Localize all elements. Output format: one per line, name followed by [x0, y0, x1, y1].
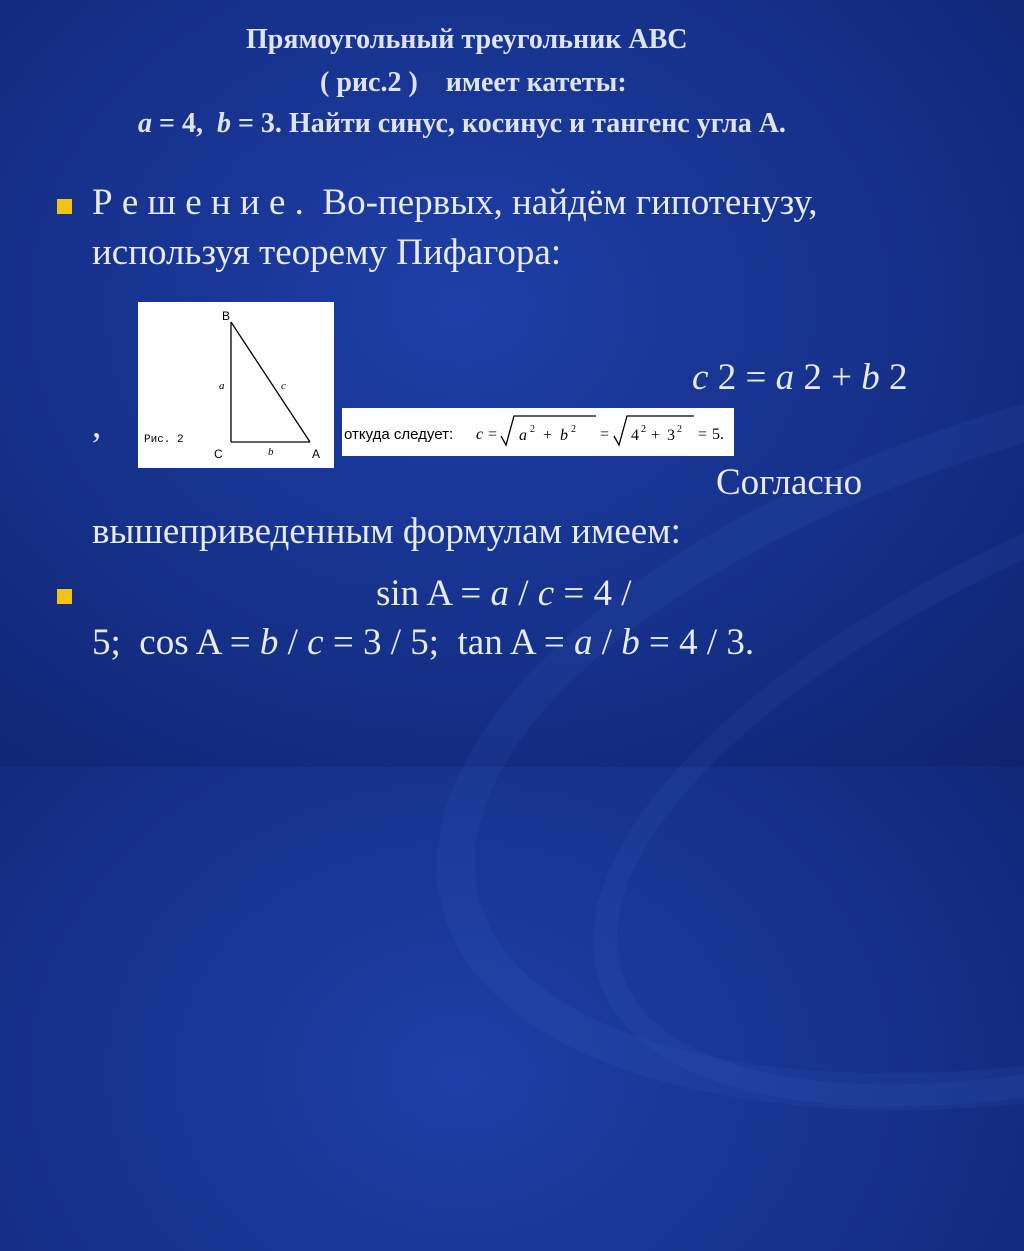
eq-text: 5; cos A =	[92, 622, 260, 663]
eq-text: sin A =	[376, 573, 491, 614]
triangle-figure	[138, 302, 334, 468]
slide-title-line-3	[138, 108, 786, 140]
formula-c: c	[476, 426, 484, 443]
eq-text: /	[508, 573, 538, 614]
var-a: a	[775, 357, 795, 398]
formula-exp: 2	[530, 424, 535, 435]
text-formulas: вышеприведенным формулам имеем:	[92, 511, 681, 552]
var-c: c	[307, 622, 324, 663]
var-a: a	[573, 622, 593, 663]
solution-line-1: Р е ш е н и е . Во-первых, найдём гипотенузу,	[92, 182, 818, 223]
vertex-b-label: B	[222, 309, 231, 323]
var-b: b	[216, 108, 231, 139]
eq-text: = 4 /	[554, 573, 632, 614]
var-a: a	[138, 108, 152, 139]
var-b: b	[861, 357, 880, 398]
title-text: = 3. Найти синус, косинус и тангенс угла А.	[230, 108, 786, 139]
triangle-diagram	[138, 302, 334, 468]
var-a: a	[490, 573, 509, 614]
formula-eq: =	[698, 426, 708, 443]
side-c-label: c	[281, 380, 286, 392]
text-soglasno: Согласно	[716, 462, 863, 503]
background-wave	[504, 257, 1024, 1251]
comma: ,	[92, 405, 102, 446]
pythagoras-equation	[692, 356, 907, 399]
eq-text: /	[278, 622, 308, 663]
vertex-c-label: C	[214, 447, 223, 461]
eq-text: /	[592, 622, 622, 663]
side-b-label: b	[268, 446, 274, 458]
background-wave	[358, 212, 1024, 1244]
cos-tan-equation	[92, 621, 754, 664]
var-c: c	[692, 357, 709, 398]
eq-text: 2	[879, 357, 908, 398]
formula-three: 3	[667, 427, 675, 444]
formula-a: a	[519, 427, 527, 444]
bullet-marker	[57, 589, 72, 604]
formula-exp: 2	[677, 424, 682, 435]
formula-plus: +	[543, 427, 553, 444]
solution-line-2: используя теорему Пифагора:	[92, 232, 562, 273]
formula-svg	[342, 408, 734, 456]
eq-text: 2 +	[794, 357, 862, 398]
formula-image	[342, 408, 734, 456]
var-b: b	[259, 622, 279, 663]
var-b: b	[621, 622, 640, 663]
side-ab	[231, 322, 310, 442]
side-a-label: a	[219, 380, 225, 392]
eq-text: = 3 / 5; tan A =	[323, 622, 574, 663]
title-text: = 4,	[152, 108, 217, 139]
sin-equation	[376, 572, 632, 615]
bullet-marker	[57, 199, 72, 214]
eq-text: 2 =	[708, 357, 776, 398]
slide-title-line-1: Прямоугольный треугольник АВС	[246, 24, 688, 55]
vertex-a-label: A	[312, 447, 321, 461]
slide-title-line-2: ( рис.2 ) имеет катеты:	[320, 67, 627, 98]
formula-eq: =	[600, 426, 610, 443]
formula-four: 4	[631, 427, 639, 444]
var-c: c	[537, 573, 555, 614]
formula-five: 5.	[712, 426, 724, 443]
formula-exp: 2	[641, 424, 646, 435]
figure-caption: Рис. 2	[144, 434, 184, 446]
formula-prefix: откуда следует:	[344, 426, 454, 443]
formula-plus: +	[651, 427, 661, 444]
formula-b: b	[560, 427, 568, 444]
eq-text: = 4 / 3.	[639, 622, 755, 663]
formula-exp: 2	[571, 424, 576, 435]
formula-eq: =	[488, 426, 498, 443]
